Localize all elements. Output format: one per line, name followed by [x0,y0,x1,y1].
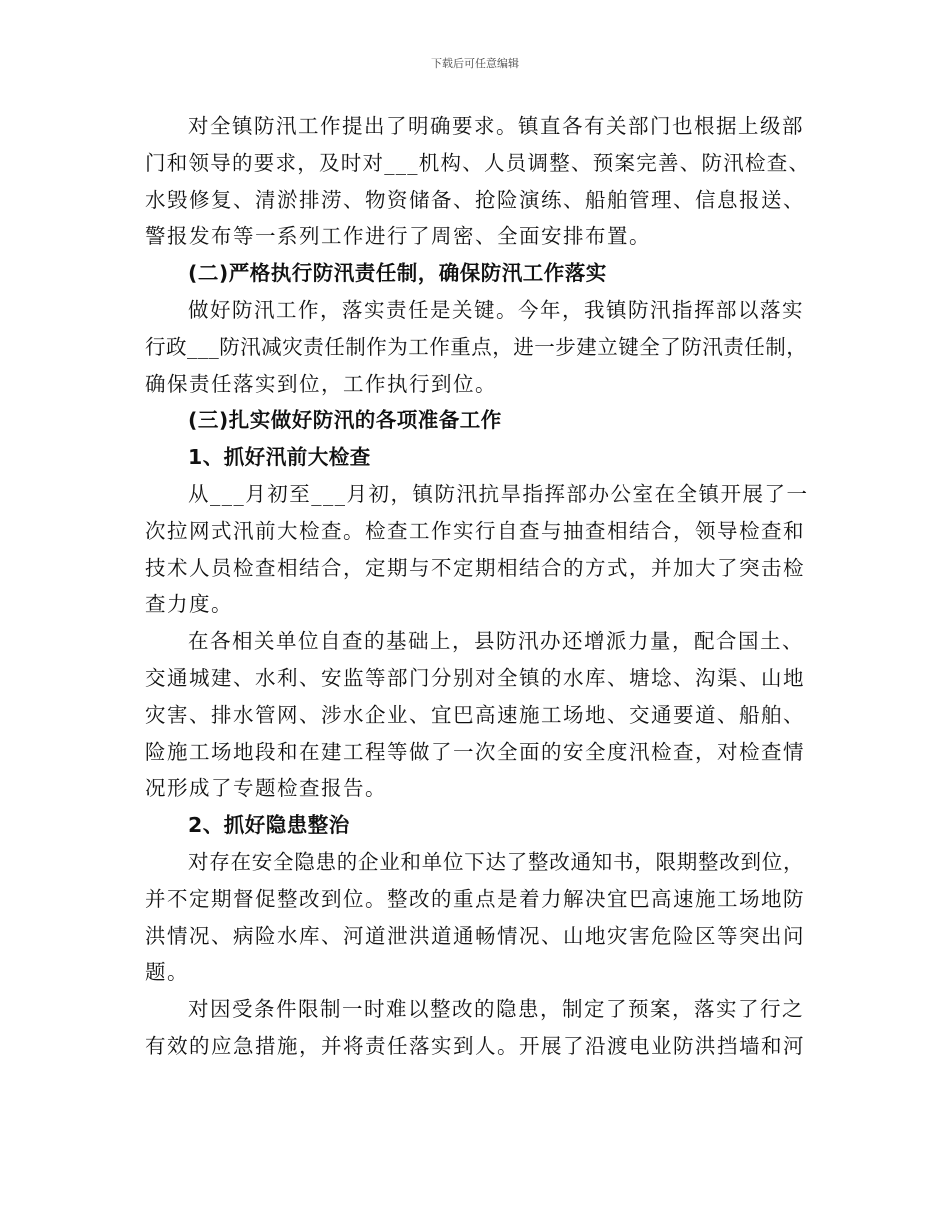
paragraph-line: 交通城建、水利、安监等部门分别对全镇的水库、塘埝、沟渠、山地 [145,665,805,690]
section-heading: 2、抓好隐患整治 [188,813,350,838]
section-heading: (二)严格执行防汛责任制，确保防汛工作落实 [188,261,607,286]
paragraph-line: 题。 [145,960,189,985]
paragraph-line: 查力度。 [145,592,233,617]
paragraph-line: 警报发布等一系列工作进行了周密、全面安排布置。 [145,224,651,249]
paragraph-line: 对存在安全隐患的企业和单位下达了整改通知书，限期整改到位， [188,849,805,874]
paragraph-line: 险施工场地段和在建工程等做了一次全面的安全度汛检查，对检查情 [145,739,805,764]
paragraph-line: 水毁修复、清淤排涝、物资储备、抢险演练、船舶管理、信息报送、 [145,187,805,212]
paragraph-line: 门和领导的要求，及时对___机构、人员调整、预案完善、防汛检查、 [145,150,811,175]
paragraph-line: 况形成了专题检查报告。 [145,776,387,801]
section-heading: 1、抓好汛前大检查 [188,445,371,470]
paragraph-line: 在各相关单位自查的基础上，县防汛办还增派力量，配合国土、 [188,629,804,654]
paragraph-line: 对全镇防汛工作提出了明确要求。镇直各有关部门也根据上级部 [188,114,804,138]
section-heading: (三)扎实做好防汛的各项准备工作 [188,408,502,433]
paragraph-line: 洪情况、病险水库、河道泄洪道通畅情况、山地灾害危险区等突出问 [145,923,805,948]
paragraph-line: 灾害、排水管网、涉水企业、宜巴高速施工场地、交通要道、船舶、 [145,702,805,727]
paragraph-line: 从___月初至___月初，镇防汛抗旱指挥部办公室在全镇开展了一 [188,481,809,506]
paragraph-line: 并不定期督促整改到位。整改的重点是着力解决宜巴高速施工场地防 [145,886,805,911]
paragraph-line: 行政___防汛减灾责任制作为工作重点，进一步建立键全了防汛责任制， [145,334,808,359]
paragraph-line: 次拉网式汛前大检查。检查工作实行自查与抽查相结合，领导检查和 [145,518,805,543]
page-header-note: 下载后可任意编辑 [431,57,519,70]
document-body [145,108,810,1065]
paragraph-line: 技术人员检查相结合，定期与不定期相结合的方式，并加大了突击检 [145,555,805,580]
paragraph-line: 对因受条件限制一时难以整改的隐患，制定了预案，落实了行之 [188,997,804,1022]
paragraph-line: 有效的应急措施，并将责任落实到人。开展了沿渡电业防洪挡墙和河 [145,1033,805,1058]
paragraph-line: 确保责任落实到位，工作执行到位。 [145,371,497,396]
paragraph-line: 做好防汛工作，落实责任是关键。今年，我镇防汛指挥部以落实 [188,297,804,322]
